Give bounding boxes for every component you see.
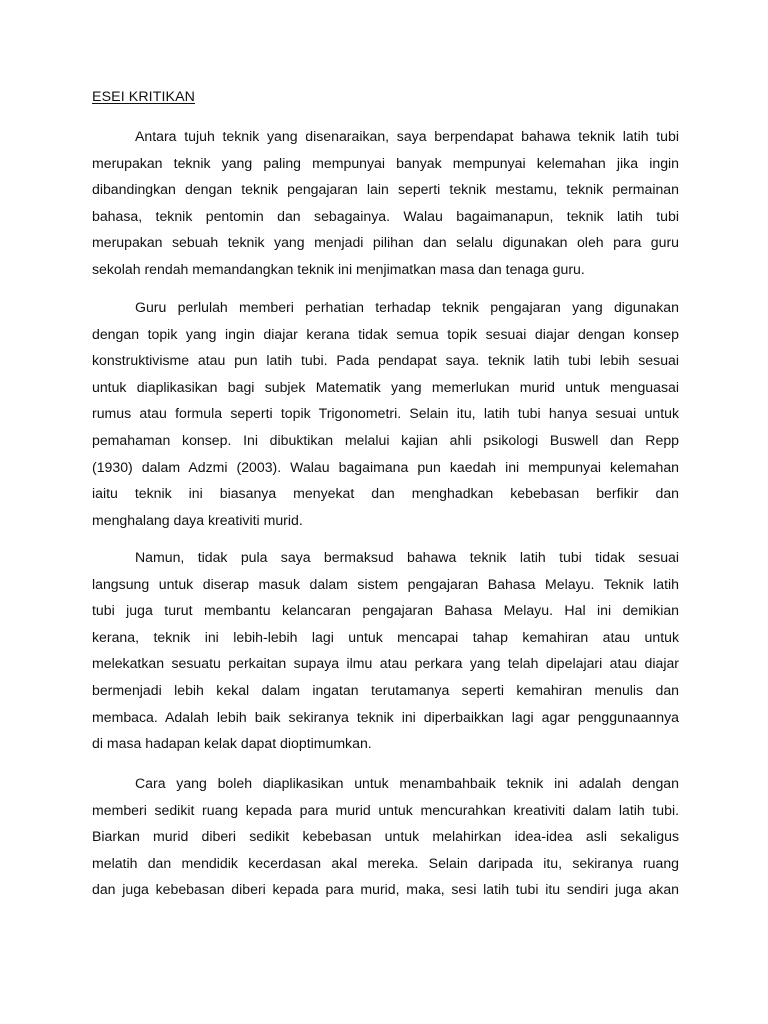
paragraph-line: merupakan teknik yang paling mempunyai banyak mempunyai kelemahan jika ingin bbox=[92, 154, 679, 171]
paragraph-line: melatih dan mendidik kecerdasan akal mereka. Selain daripada itu, sekiranya ruang bbox=[92, 854, 679, 871]
paragraph-line: pemahaman konsep. Ini dibuktikan melalui kajian ahli psikologi Buswell dan Repp bbox=[92, 431, 679, 448]
paragraph-line: dengan topik yang ingin diajar kerana tidak semua topik sesuai diajar dengan konsep bbox=[92, 325, 679, 342]
paragraph-line: konstruktivisme atau pun latih tubi. Pada pendapat saya. teknik latih tubi lebih sesuai bbox=[92, 352, 679, 369]
paragraph-line: iaitu teknik ini biasanya menyekat dan menghadkan kebebasan berfikir dan bbox=[92, 485, 679, 502]
paragraph-line: Guru perlulah memberi perhatian terhadap teknik pengajaran yang digunakan bbox=[135, 299, 679, 315]
paragraph-line: tubi juga turut membantu kelancaran pengajaran Bahasa Melayu. Hal ini demikian bbox=[92, 602, 679, 619]
paragraph-line: sekolah rendah memandangkan teknik ini menjimatkan masa dan tenaga guru. bbox=[92, 260, 585, 277]
paragraph-line: bahasa, teknik pentomin dan sebagainya. Walau bagaimanapun, teknik latih tubi bbox=[92, 207, 679, 224]
paragraph-line: Namun, tidak pula saya bermaksud bahawa teknik latih tubi tidak sesuai bbox=[135, 549, 679, 565]
paragraph-line: untuk diaplikasikan bagi subjek Matematik yang memerlukan murid untuk menguasai bbox=[92, 378, 679, 395]
paragraph-line: rumus atau formula seperti topik Trigonometri. Selain itu, latih tubi hanya sesuai untuk bbox=[92, 405, 679, 422]
paragraph-line: bermenjadi lebih kekal dalam ingatan terutamanya seperti kemahiran menulis dan bbox=[92, 681, 679, 698]
paragraph-2 bbox=[92, 294, 679, 533]
paragraph-line: Cara yang boleh diaplikasikan untuk menambahbaik teknik ini adalah dengan bbox=[135, 775, 679, 791]
paragraph-line: Biarkan murid diberi sedikit kebebasan untuk melahirkan idea-idea asli sekaligus bbox=[92, 828, 679, 845]
paragraph-3 bbox=[92, 544, 679, 757]
paragraph-line: kerana, teknik ini lebih-lebih lagi untuk mencapai tahap kemahiran atau untuk bbox=[92, 628, 679, 645]
paragraph-line: Antara tujuh teknik yang disenaraikan, saya berpendapat bahawa teknik latih tubi bbox=[135, 128, 679, 144]
paragraph-line: (1930) dalam Adzmi (2003). Walau bagaimana pun kaedah ini mempunyai kelemahan bbox=[92, 458, 679, 475]
paragraph-line: membaca. Adalah lebih baik sekiranya teknik ini diperbaikkan lagi agar penggunaannya bbox=[92, 708, 679, 725]
paragraph-line: di masa hadapan kelak dapat dioptimumkan. bbox=[92, 735, 372, 752]
paragraph-line: memberi sedikit ruang kepada para murid untuk mencurahkan kreativiti dalam latih tubi. bbox=[92, 801, 679, 818]
paragraph-line: dan juga kebebasan diberi kepada para murid, maka, sesi latih tubi itu sendiri juga akan bbox=[92, 881, 679, 898]
paragraph-line: merupakan sebuah teknik yang menjadi pilihan dan selalu digunakan oleh para guru bbox=[92, 234, 679, 251]
paragraph-4 bbox=[92, 770, 679, 903]
paragraph-line: menghalang daya kreativiti murid. bbox=[92, 511, 303, 528]
paragraph-1 bbox=[92, 123, 679, 283]
paragraph-line: melekatkan sesuatu perkaitan supaya ilmu atau perkara yang telah dipelajari atau diajar bbox=[92, 655, 679, 672]
paragraph-line: dibandingkan dengan teknik pengajaran lain seperti teknik mestamu, teknik permainan bbox=[92, 181, 679, 198]
essay-title: ESEI KRITIKAN bbox=[92, 89, 196, 105]
paragraph-line: langsung untuk diserap masuk dalam sistem pengajaran Bahasa Melayu. Teknik latih bbox=[92, 575, 679, 592]
